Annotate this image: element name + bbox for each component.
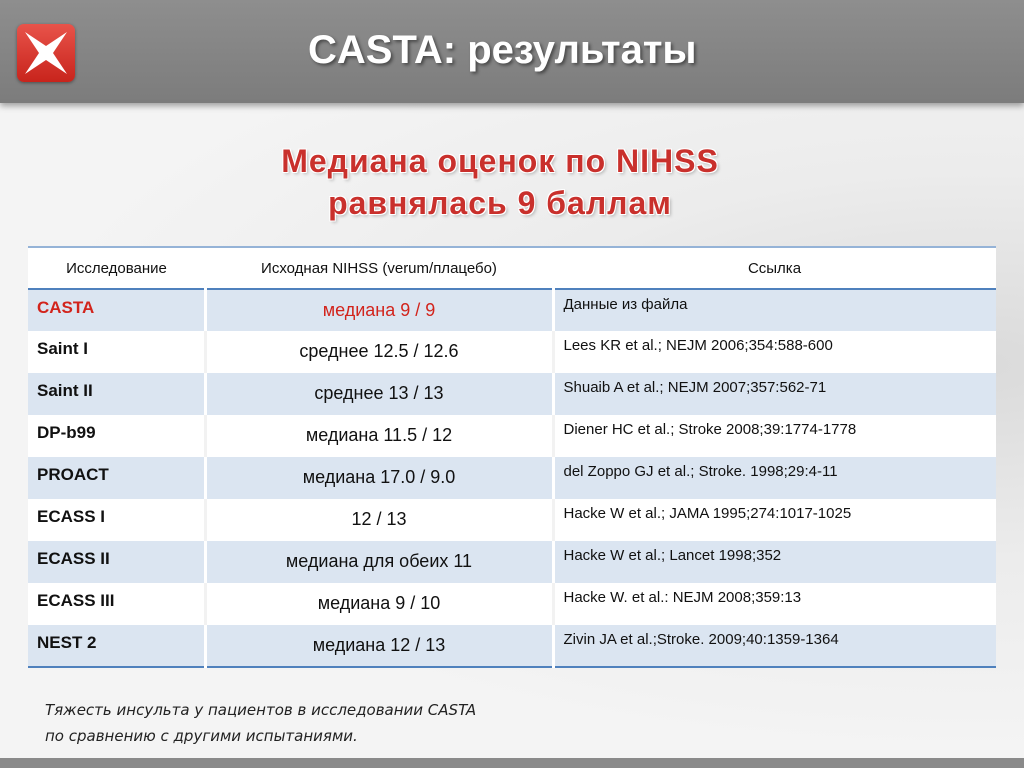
subtitle-line-1: Медиана оценок по NIHSS [281, 143, 719, 179]
study-name: ECASS II [37, 549, 110, 568]
baseline-nihss: медиана для обеих 11 [205, 541, 553, 583]
reference: Lees KR et al.; NEJM 2006;354:588-600 [553, 331, 996, 373]
star-cross-logo-icon [17, 24, 75, 82]
footer-bar [0, 758, 1024, 768]
slide-subtitle [0, 140, 1000, 224]
table-row [28, 625, 996, 667]
study-name: ECASS III [37, 591, 115, 610]
reference: del Zoppo GJ et al.; Stroke. 1998;29:4-11 [553, 457, 996, 499]
header-study: Исследование [66, 259, 167, 277]
table-row [28, 541, 996, 583]
reference: Zivin JA et al.;Stroke. 2009;40:1359-1364 [553, 625, 996, 667]
slide-caption [45, 697, 476, 749]
baseline-nihss: медиана 9 / 9 [205, 289, 553, 331]
baseline-nihss: медиана 11.5 / 12 [205, 415, 553, 457]
slide-title: CASTA: результаты [308, 28, 697, 72]
study-name: Saint II [37, 381, 93, 400]
table-row [28, 289, 996, 331]
baseline-nihss: среднее 13 / 13 [205, 373, 553, 415]
study-name: CASTA [37, 298, 95, 317]
study-name: Saint I [37, 339, 89, 358]
baseline-nihss: 12 / 13 [205, 499, 553, 541]
results-table-container [28, 246, 996, 668]
baseline-nihss: медиана 17.0 / 9.0 [205, 457, 553, 499]
study-name: NEST 2 [37, 633, 97, 652]
baseline-nihss: медиана 9 / 10 [205, 583, 553, 625]
caption-line-1: Тяжесть инсульта у пациентов в исследовании CASTA [45, 701, 477, 719]
baseline-nihss: среднее 12.5 / 12.6 [205, 331, 553, 373]
reference: Hacke W. et al.: NEJM 2008;359:13 [553, 583, 996, 625]
table-row [28, 457, 996, 499]
study-name: ECASS I [37, 507, 106, 526]
table-row [28, 583, 996, 625]
baseline-nihss: медиана 12 / 13 [205, 625, 553, 667]
caption-line-2: по сравнению с другими испытаниями. [45, 727, 358, 745]
reference: Hacke W et al.; JAMA 1995;274:1017-1025 [553, 499, 996, 541]
header-reference: Ссылка [747, 259, 802, 277]
table-row [28, 499, 996, 541]
reference: Shuaib A et al.; NEJM 2007;357:562-71 [553, 373, 996, 415]
reference: Hacke W et al.; Lancet 1998;352 [553, 541, 996, 583]
reference: Данные из файла [553, 289, 996, 331]
table-row [28, 373, 996, 415]
subtitle-line-2: равнялась 9 баллам [328, 185, 672, 221]
results-table [28, 246, 996, 668]
study-name: PROACT [37, 465, 109, 484]
table-row [28, 415, 996, 457]
slide-header [0, 0, 1024, 103]
table-header-row [28, 247, 996, 289]
header-baseline: Исходная NIHSS (verum/плацебо) [261, 259, 497, 277]
study-name: DP-b99 [37, 423, 96, 442]
reference: Diener HC et al.; Stroke 2008;39:1774-1778 [553, 415, 996, 457]
table-row [28, 331, 996, 373]
